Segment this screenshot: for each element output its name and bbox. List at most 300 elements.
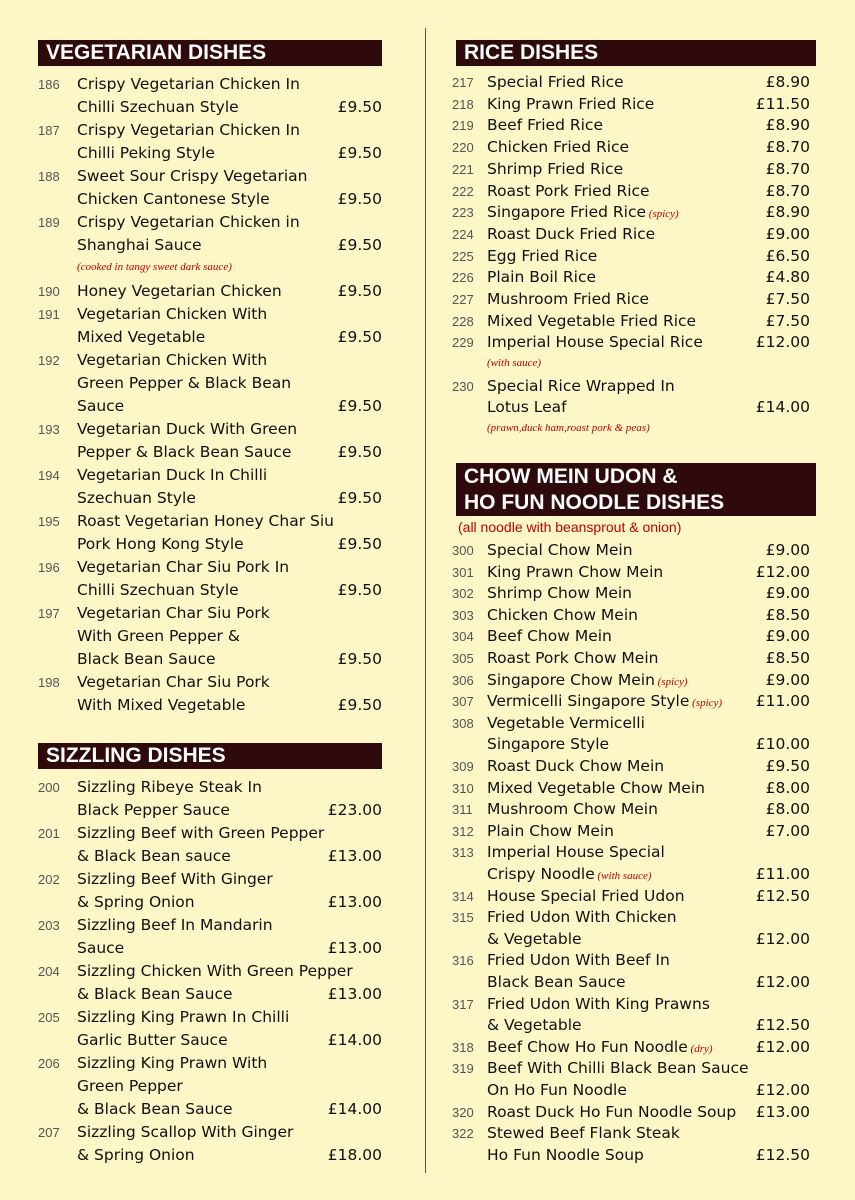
item-name-line <box>487 268 596 286</box>
item-number: 318 <box>452 1039 474 1055</box>
item-price: £23.00 <box>327 801 382 819</box>
item-name-line <box>487 714 645 732</box>
item-number: 316 <box>452 953 474 969</box>
item-name-text: Chicken Chow Mein <box>487 605 638 624</box>
item-number: 207 <box>38 1125 60 1140</box>
item-tag: (spicy) <box>654 675 688 688</box>
item-name-text: Shrimp Fried Rice <box>487 159 624 178</box>
item-price: £8.70 <box>765 138 810 157</box>
item-name-text: Chicken Fried Rice <box>487 138 630 157</box>
item-number: 306 <box>452 672 474 688</box>
item-number: 229 <box>452 335 474 351</box>
item-name-line <box>487 1124 680 1142</box>
item-name-line <box>77 443 291 461</box>
item-name-text: Special Chow Mein <box>487 541 633 559</box>
item-name-line <box>487 1038 713 1056</box>
item-name-line <box>77 604 270 622</box>
item-name-text: Sizzling King Prawn With <box>77 1054 268 1072</box>
item-tag: (spicy) <box>689 697 723 710</box>
menu-item <box>452 1059 810 1102</box>
item-name-line <box>487 95 654 113</box>
item-tag: (dry) <box>687 1042 713 1055</box>
item-name-line <box>77 98 239 116</box>
item-number: 221 <box>452 161 474 177</box>
item-name-line <box>77 535 244 553</box>
menu-item <box>38 916 382 962</box>
item-price: £14.00 <box>755 398 810 417</box>
item-price: £7.00 <box>765 821 810 840</box>
item-name-line <box>77 144 215 162</box>
menu-item <box>452 333 810 355</box>
item-number: 197 <box>38 606 60 621</box>
item-name-text: Mushroom Fried Rice <box>487 290 650 308</box>
item-name-line <box>487 138 629 156</box>
item-number: 315 <box>452 910 474 926</box>
item-number: 192 <box>38 353 60 368</box>
item-price: £8.70 <box>765 181 810 200</box>
item-name-line <box>487 973 626 991</box>
item-number: 304 <box>452 629 474 645</box>
item-name-line <box>487 312 696 330</box>
item-name-text: Green Pepper & Black Bean <box>77 374 292 392</box>
item-price: £14.00 <box>327 1100 382 1118</box>
item-name-text: With Green Pepper & <box>77 627 240 645</box>
item-number: 194 <box>38 468 60 483</box>
item-number: 187 <box>38 123 60 138</box>
item-number: 226 <box>452 270 474 286</box>
item-name-text: On Ho Fun Noodle <box>487 1080 627 1099</box>
item-number: 311 <box>452 802 473 818</box>
item-name-text: Pork Hong Kong Style <box>77 535 244 553</box>
item-number: 222 <box>452 183 474 199</box>
item-name-text: Roast Vegetarian Honey Char Siu <box>77 512 334 530</box>
left-column <box>38 0 382 1200</box>
item-name-line <box>77 778 262 796</box>
item-name-line <box>77 121 300 139</box>
item-name-line <box>77 1100 233 1118</box>
menu-item <box>452 225 810 247</box>
item-name-line <box>77 420 297 438</box>
item-name-text: Mixed Vegetable Fried Rice <box>487 311 697 330</box>
item-number: 317 <box>452 996 474 1012</box>
item-name-line <box>487 73 624 91</box>
item-name-text: Ho Fun Noodle Soup <box>487 1145 644 1164</box>
item-number: 186 <box>38 77 60 92</box>
item-name-text: Vegetarian Char Siu Pork <box>77 604 270 622</box>
item-price: £9.00 <box>765 627 810 646</box>
menu-item <box>38 351 382 420</box>
item-price: £12.00 <box>755 972 810 991</box>
item-price: £13.00 <box>755 1102 810 1121</box>
item-name-line <box>77 190 270 208</box>
sizzling-header: SIZZLING DISHES <box>38 743 382 769</box>
item-number: 189 <box>38 215 60 230</box>
menu-item <box>38 558 382 604</box>
item-name-line <box>77 1123 293 1141</box>
item-name-line <box>77 282 282 300</box>
item-number: 310 <box>452 780 474 796</box>
item-number: 320 <box>452 1104 474 1120</box>
item-price: £8.90 <box>765 73 810 91</box>
item-name-text: Black Bean Sauce <box>77 650 216 668</box>
item-number: 195 <box>38 514 60 529</box>
item-name-text: Vegetable Vermicelli <box>487 713 645 732</box>
item-price: £12.00 <box>755 929 810 948</box>
item-number: 203 <box>38 918 60 933</box>
item-name-line <box>77 328 205 346</box>
item-number: 204 <box>38 964 60 979</box>
item-name-line <box>487 182 650 200</box>
menu-item <box>452 843 810 886</box>
item-name-line <box>77 558 289 576</box>
item-price: £8.50 <box>765 605 810 624</box>
item-name-line <box>77 1031 228 1049</box>
item-name-text: Crispy Vegetarian Chicken In <box>77 75 300 93</box>
menu-item <box>38 604 382 673</box>
item-name-text: King Prawn Chow Mein <box>487 562 664 581</box>
noodle-header-line1: CHOW MEIN UDON & <box>464 465 678 488</box>
menu-item <box>452 312 810 334</box>
item-tag: (with sauce) <box>594 869 652 882</box>
menu-item <box>38 1008 382 1054</box>
item-name-line <box>487 908 677 926</box>
item-name-line <box>77 801 230 819</box>
item-name-line <box>487 1103 736 1121</box>
item-name-line <box>487 541 633 559</box>
item-number: 227 <box>452 292 474 307</box>
item-name-text: & Vegetable <box>487 1016 582 1035</box>
item-number: 230 <box>452 378 474 394</box>
item-note: (cooked in tangy sweet dark sauce) <box>77 261 232 273</box>
menu-item <box>38 305 382 351</box>
noodle-subtitle: (all noodle with beansprout & onion) <box>458 519 682 535</box>
item-name-line <box>77 581 239 599</box>
item-number: 305 <box>452 651 474 666</box>
menu-item <box>452 606 810 628</box>
menu-item <box>452 951 810 994</box>
item-name-line <box>487 995 710 1013</box>
item-name-text: Vegetarian Duck With Green <box>77 420 298 438</box>
item-price: £11.50 <box>755 94 810 113</box>
item-name-text: Crispy Vegetarian Chicken In <box>77 121 300 139</box>
item-name-text: Sauce <box>77 397 125 415</box>
item-name-line <box>77 673 270 691</box>
noodle-header <box>456 463 816 516</box>
menu-item <box>452 1124 810 1167</box>
menu-item <box>38 512 382 558</box>
item-price: £9.50 <box>337 328 382 346</box>
menu-item <box>38 1054 382 1123</box>
menu-item <box>38 824 382 870</box>
item-name-line <box>77 824 324 842</box>
item-name-text: Singapore Chow Mein <box>487 670 655 689</box>
item-price: £13.00 <box>327 847 382 865</box>
item-price: £11.00 <box>755 692 810 711</box>
item-name-line <box>77 213 300 231</box>
item-name-line <box>77 374 291 392</box>
item-price: £9.50 <box>337 535 382 553</box>
item-name-text: Black Pepper Sauce <box>77 801 230 819</box>
menu-item <box>452 73 810 95</box>
menu-item <box>38 1123 382 1169</box>
menu-item <box>452 1038 810 1060</box>
item-name-line <box>487 865 652 883</box>
item-name-line <box>487 1081 627 1099</box>
menu-item <box>452 247 810 269</box>
item-name-line <box>77 1146 195 1164</box>
item-number: 205 <box>38 1010 60 1025</box>
item-price: £13.00 <box>327 939 382 957</box>
item-price: £9.00 <box>765 584 810 603</box>
item-name-line <box>77 916 273 934</box>
menu-item <box>38 778 382 824</box>
item-name-text: Beef With Chilli Black Bean Sauce <box>487 1059 749 1078</box>
item-name-text: Sizzling Beef with Green Pepper <box>77 824 325 842</box>
item-number: 225 <box>452 248 474 264</box>
item-price: £12.50 <box>755 1145 810 1164</box>
item-name-text: Sizzling Beef With Ginger <box>77 870 273 888</box>
item-name-text: Sizzling Ribeye Steak In <box>77 778 262 796</box>
menu-item <box>452 714 810 757</box>
item-price: £8.50 <box>765 649 810 667</box>
item-price: £9.50 <box>337 98 382 116</box>
item-price: £8.90 <box>765 116 810 135</box>
item-name-text: Sweet Sour Crispy Vegetarian <box>77 167 308 185</box>
item-number: 308 <box>452 715 474 731</box>
item-name-text: Mushroom Chow Mein <box>487 800 658 819</box>
item-name-text: Egg Fried Rice <box>487 246 598 265</box>
item-name-line <box>77 627 240 645</box>
item-name-line <box>487 843 665 861</box>
item-number: 313 <box>452 845 474 861</box>
item-number: 307 <box>452 694 474 710</box>
item-name-line <box>487 800 658 818</box>
menu-item <box>452 116 810 138</box>
item-name-line <box>487 735 609 753</box>
item-name-line <box>487 606 638 624</box>
item-name-line <box>77 489 196 507</box>
item-price: £9.50 <box>337 282 382 300</box>
item-number: 319 <box>452 1061 474 1077</box>
item-name-text: Vegetarian Char Siu Pork In <box>77 558 290 576</box>
item-name-text: Special Fried Rice <box>487 73 624 91</box>
item-name-text: Sizzling King Prawn In Chilli <box>77 1008 290 1026</box>
item-name-line <box>487 116 603 134</box>
item-price: £9.50 <box>337 696 382 714</box>
item-name-line <box>77 1008 289 1026</box>
item-name-text: Shrimp Chow Mein <box>487 584 632 603</box>
item-name-line <box>487 779 705 797</box>
item-number: 202 <box>38 872 60 887</box>
item-price: £8.90 <box>765 203 810 222</box>
item-price: £9.50 <box>337 144 382 162</box>
item-number: 217 <box>452 75 474 90</box>
item-name-text: King Prawn Fried Rice <box>487 94 655 113</box>
item-number: 188 <box>38 169 60 184</box>
item-tag: (spicy) <box>646 208 679 221</box>
item-name-line <box>77 650 216 668</box>
menu-item <box>452 995 810 1038</box>
item-name-line <box>487 290 649 308</box>
item-name-text: Mixed Vegetable Chow Mein <box>487 778 705 797</box>
item-name-text: Singapore Fried Rice <box>487 203 647 222</box>
item-name-line <box>487 1016 582 1034</box>
item-number: 218 <box>452 96 474 112</box>
item-name-text: Vegetarian Chicken With <box>77 305 268 323</box>
menu-item <box>452 203 810 225</box>
item-name-line <box>77 512 334 530</box>
item-price: £9.50 <box>337 236 382 254</box>
item-name-line <box>487 692 722 710</box>
item-name-text: Fried Udon With Chicken <box>487 908 677 927</box>
item-price: £13.00 <box>327 893 382 911</box>
item-price: £9.00 <box>765 670 810 689</box>
noodle-header-line2: HO FUN NOODLE DISHES <box>464 491 725 514</box>
menu-item <box>38 870 382 916</box>
item-name-text: Pepper & Black Bean Sauce <box>77 443 292 461</box>
menu-item <box>452 95 810 117</box>
item-name-text: Vegetarian Duck In Chilli <box>77 466 268 484</box>
item-name-line <box>487 377 675 395</box>
item-number: 196 <box>38 560 60 575</box>
item-price: £8.00 <box>765 800 810 819</box>
menu-item <box>452 1103 810 1125</box>
item-number: 303 <box>452 607 474 623</box>
menu-item <box>452 290 810 312</box>
item-name-text: Vermicelli Singapore Style <box>487 692 690 711</box>
item-name-line <box>487 671 688 689</box>
item-name-text: Sizzling Beef In Mandarin <box>77 916 273 934</box>
item-number: 201 <box>38 826 60 841</box>
item-number: 191 <box>38 307 60 322</box>
menu-item <box>452 908 810 951</box>
item-name-text: Crispy Vegetarian Chicken in <box>77 213 300 231</box>
item-number: 220 <box>452 140 474 156</box>
item-name-line <box>487 563 663 581</box>
column-divider <box>425 28 426 1173</box>
menu-item <box>38 121 382 167</box>
item-name-text: Beef Chow Mein <box>487 627 612 646</box>
item-name-line <box>77 351 267 369</box>
menu-item <box>452 627 810 649</box>
item-name-line <box>77 870 273 888</box>
item-name-text: With Mixed Vegetable <box>77 696 246 714</box>
item-number: 206 <box>38 1056 60 1071</box>
item-number: 314 <box>452 888 474 904</box>
menu-item <box>38 167 382 213</box>
item-name-text: Singapore Style <box>487 735 610 754</box>
item-name-line <box>487 951 670 969</box>
item-price: £7.50 <box>765 290 810 308</box>
menu-item <box>452 160 810 182</box>
menu-item <box>452 268 810 290</box>
item-price: £9.50 <box>337 443 382 461</box>
item-name-line <box>487 627 612 645</box>
menu-item <box>452 649 810 671</box>
item-name-text: Vegetarian Char Siu Pork <box>77 673 270 691</box>
item-name-text: Black Bean Sauce <box>487 972 626 991</box>
item-name-line <box>77 75 300 93</box>
menu-item <box>452 584 810 606</box>
item-name-line <box>77 397 124 415</box>
item-price: £8.00 <box>765 778 810 797</box>
item-name-text: Lotus Leaf <box>487 398 567 417</box>
item-price: £18.00 <box>327 1146 382 1164</box>
item-price: £8.70 <box>765 159 810 178</box>
menu-item <box>452 692 810 714</box>
item-price: £12.50 <box>755 1016 810 1035</box>
menu-item <box>452 182 810 204</box>
item-name-text: Chicken Cantonese Style <box>77 190 270 208</box>
item-price: £9.50 <box>765 757 810 775</box>
menu-item <box>38 962 382 1008</box>
item-name-text: Sizzling Chicken With Green Pepper <box>77 962 353 980</box>
item-name-text: Imperial House Special <box>487 843 665 862</box>
item-name-text: Roast Pork Fried Rice <box>487 181 650 200</box>
menu-item <box>452 138 810 160</box>
item-price: £13.00 <box>327 985 382 1003</box>
item-name-text: Garlic Butter Sauce <box>77 1031 228 1049</box>
menu-item <box>38 75 382 121</box>
vegetarian-header: VEGETARIAN DISHES <box>38 40 382 66</box>
item-price: £12.00 <box>755 333 810 352</box>
menu-item <box>452 377 810 420</box>
item-name-line <box>77 305 267 323</box>
item-number: 224 <box>452 226 474 242</box>
item-price: £14.00 <box>327 1031 382 1049</box>
item-price: £9.50 <box>337 190 382 208</box>
item-name-text: Beef Chow Ho Fun Noodle <box>487 1037 688 1056</box>
item-price: £12.00 <box>755 562 810 581</box>
item-name-line <box>487 225 655 243</box>
item-name-line <box>487 887 685 905</box>
item-name-text: & Vegetable <box>487 929 582 948</box>
item-name-text: & Spring Onion <box>77 1146 195 1164</box>
item-number: 301 <box>452 564 474 580</box>
item-name-text: Szechuan Style <box>77 489 196 507</box>
item-name-text: Imperial House Special Rice <box>487 333 703 352</box>
item-price: £4.80 <box>765 268 810 287</box>
item-name-line <box>77 1054 267 1072</box>
item-name-line <box>487 649 658 667</box>
item-name-text: Chilli Szechuan Style <box>77 581 239 599</box>
item-name-line <box>77 466 267 484</box>
item-name-text: & Spring Onion <box>77 893 195 911</box>
item-name-text: & Black Bean Sauce <box>77 985 233 1003</box>
item-number: 223 <box>452 205 474 221</box>
right-column <box>452 0 816 1200</box>
menu-item <box>38 213 382 259</box>
item-name-line <box>487 398 567 416</box>
item-price: £6.50 <box>765 246 810 265</box>
item-name-line <box>77 696 245 714</box>
item-number: 219 <box>452 118 474 134</box>
item-name-text: Chilli Peking Style <box>77 144 215 162</box>
item-name-line <box>487 333 703 351</box>
item-name-text: Shanghai Sauce <box>77 236 202 254</box>
item-name-text: Sauce <box>77 939 125 957</box>
item-name-text: & Black Bean sauce <box>77 847 231 865</box>
menu-item <box>452 822 810 844</box>
item-name-text: Crispy Noodle <box>487 864 595 883</box>
item-number: 228 <box>452 313 474 329</box>
item-name-text: House Special Fried Udon <box>487 886 685 905</box>
item-name-text: Stewed Beef Flank Steak <box>487 1124 680 1143</box>
item-name-text: Chilli Szechuan Style <box>77 98 239 116</box>
menu-item <box>38 282 382 305</box>
item-name-text: Fried Udon With Beef In <box>487 951 670 970</box>
item-price: £9.50 <box>337 489 382 507</box>
